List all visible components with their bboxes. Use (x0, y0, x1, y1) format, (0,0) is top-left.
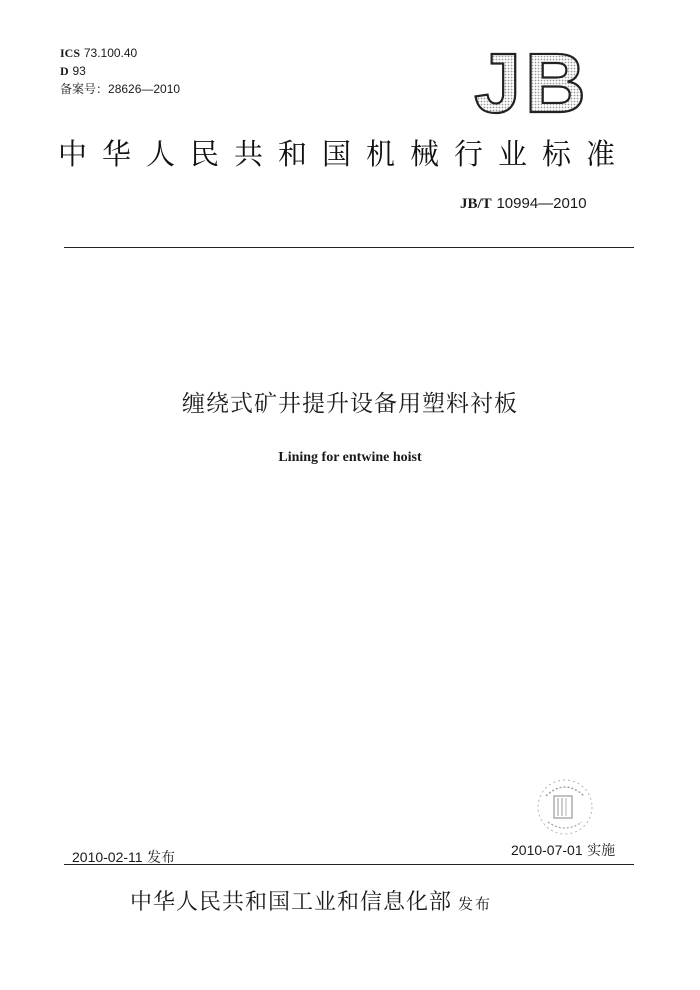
ccs-value: 93 (72, 64, 86, 78)
publisher-action: 发布 (458, 895, 493, 913)
ccs-row (60, 62, 180, 80)
classification-block (60, 44, 180, 98)
ics-label: ICS (60, 46, 81, 60)
ccs-label: D (60, 64, 69, 78)
document-title-english: Lining for entwine hoist (278, 450, 422, 465)
effective-date-value: 2010-07-01 (511, 842, 583, 858)
filing-row (60, 80, 180, 98)
effective-date-label: 实施 (587, 843, 616, 859)
jb-logo-text: JB (474, 40, 590, 120)
publisher-line (130, 885, 492, 916)
stamp-seal (532, 774, 598, 840)
effective-date (511, 840, 615, 860)
header-divider (64, 247, 634, 248)
footer-divider (64, 864, 634, 865)
document-title-chinese: 缠绕式矿井提升设备用塑料衬板 (182, 391, 518, 417)
standard-code-number: 10994—2010 (496, 195, 587, 212)
filing-label: 备案号： (60, 82, 109, 96)
jb-logo (462, 40, 602, 120)
standard-type-heading: 中华人民共和国机械行业标准 (58, 137, 631, 171)
ics-row (60, 44, 180, 62)
standard-code (460, 194, 587, 213)
publisher-name: 中华人民共和国工业和信息化部 (130, 890, 453, 915)
ics-value: 73.100.40 (83, 46, 138, 60)
issue-date-label: 发布 (147, 850, 176, 866)
issue-date-value: 2010-02-11 (72, 849, 143, 865)
standard-code-prefix: JB/T (460, 196, 492, 212)
filing-value: 28626—2010 (108, 82, 181, 96)
